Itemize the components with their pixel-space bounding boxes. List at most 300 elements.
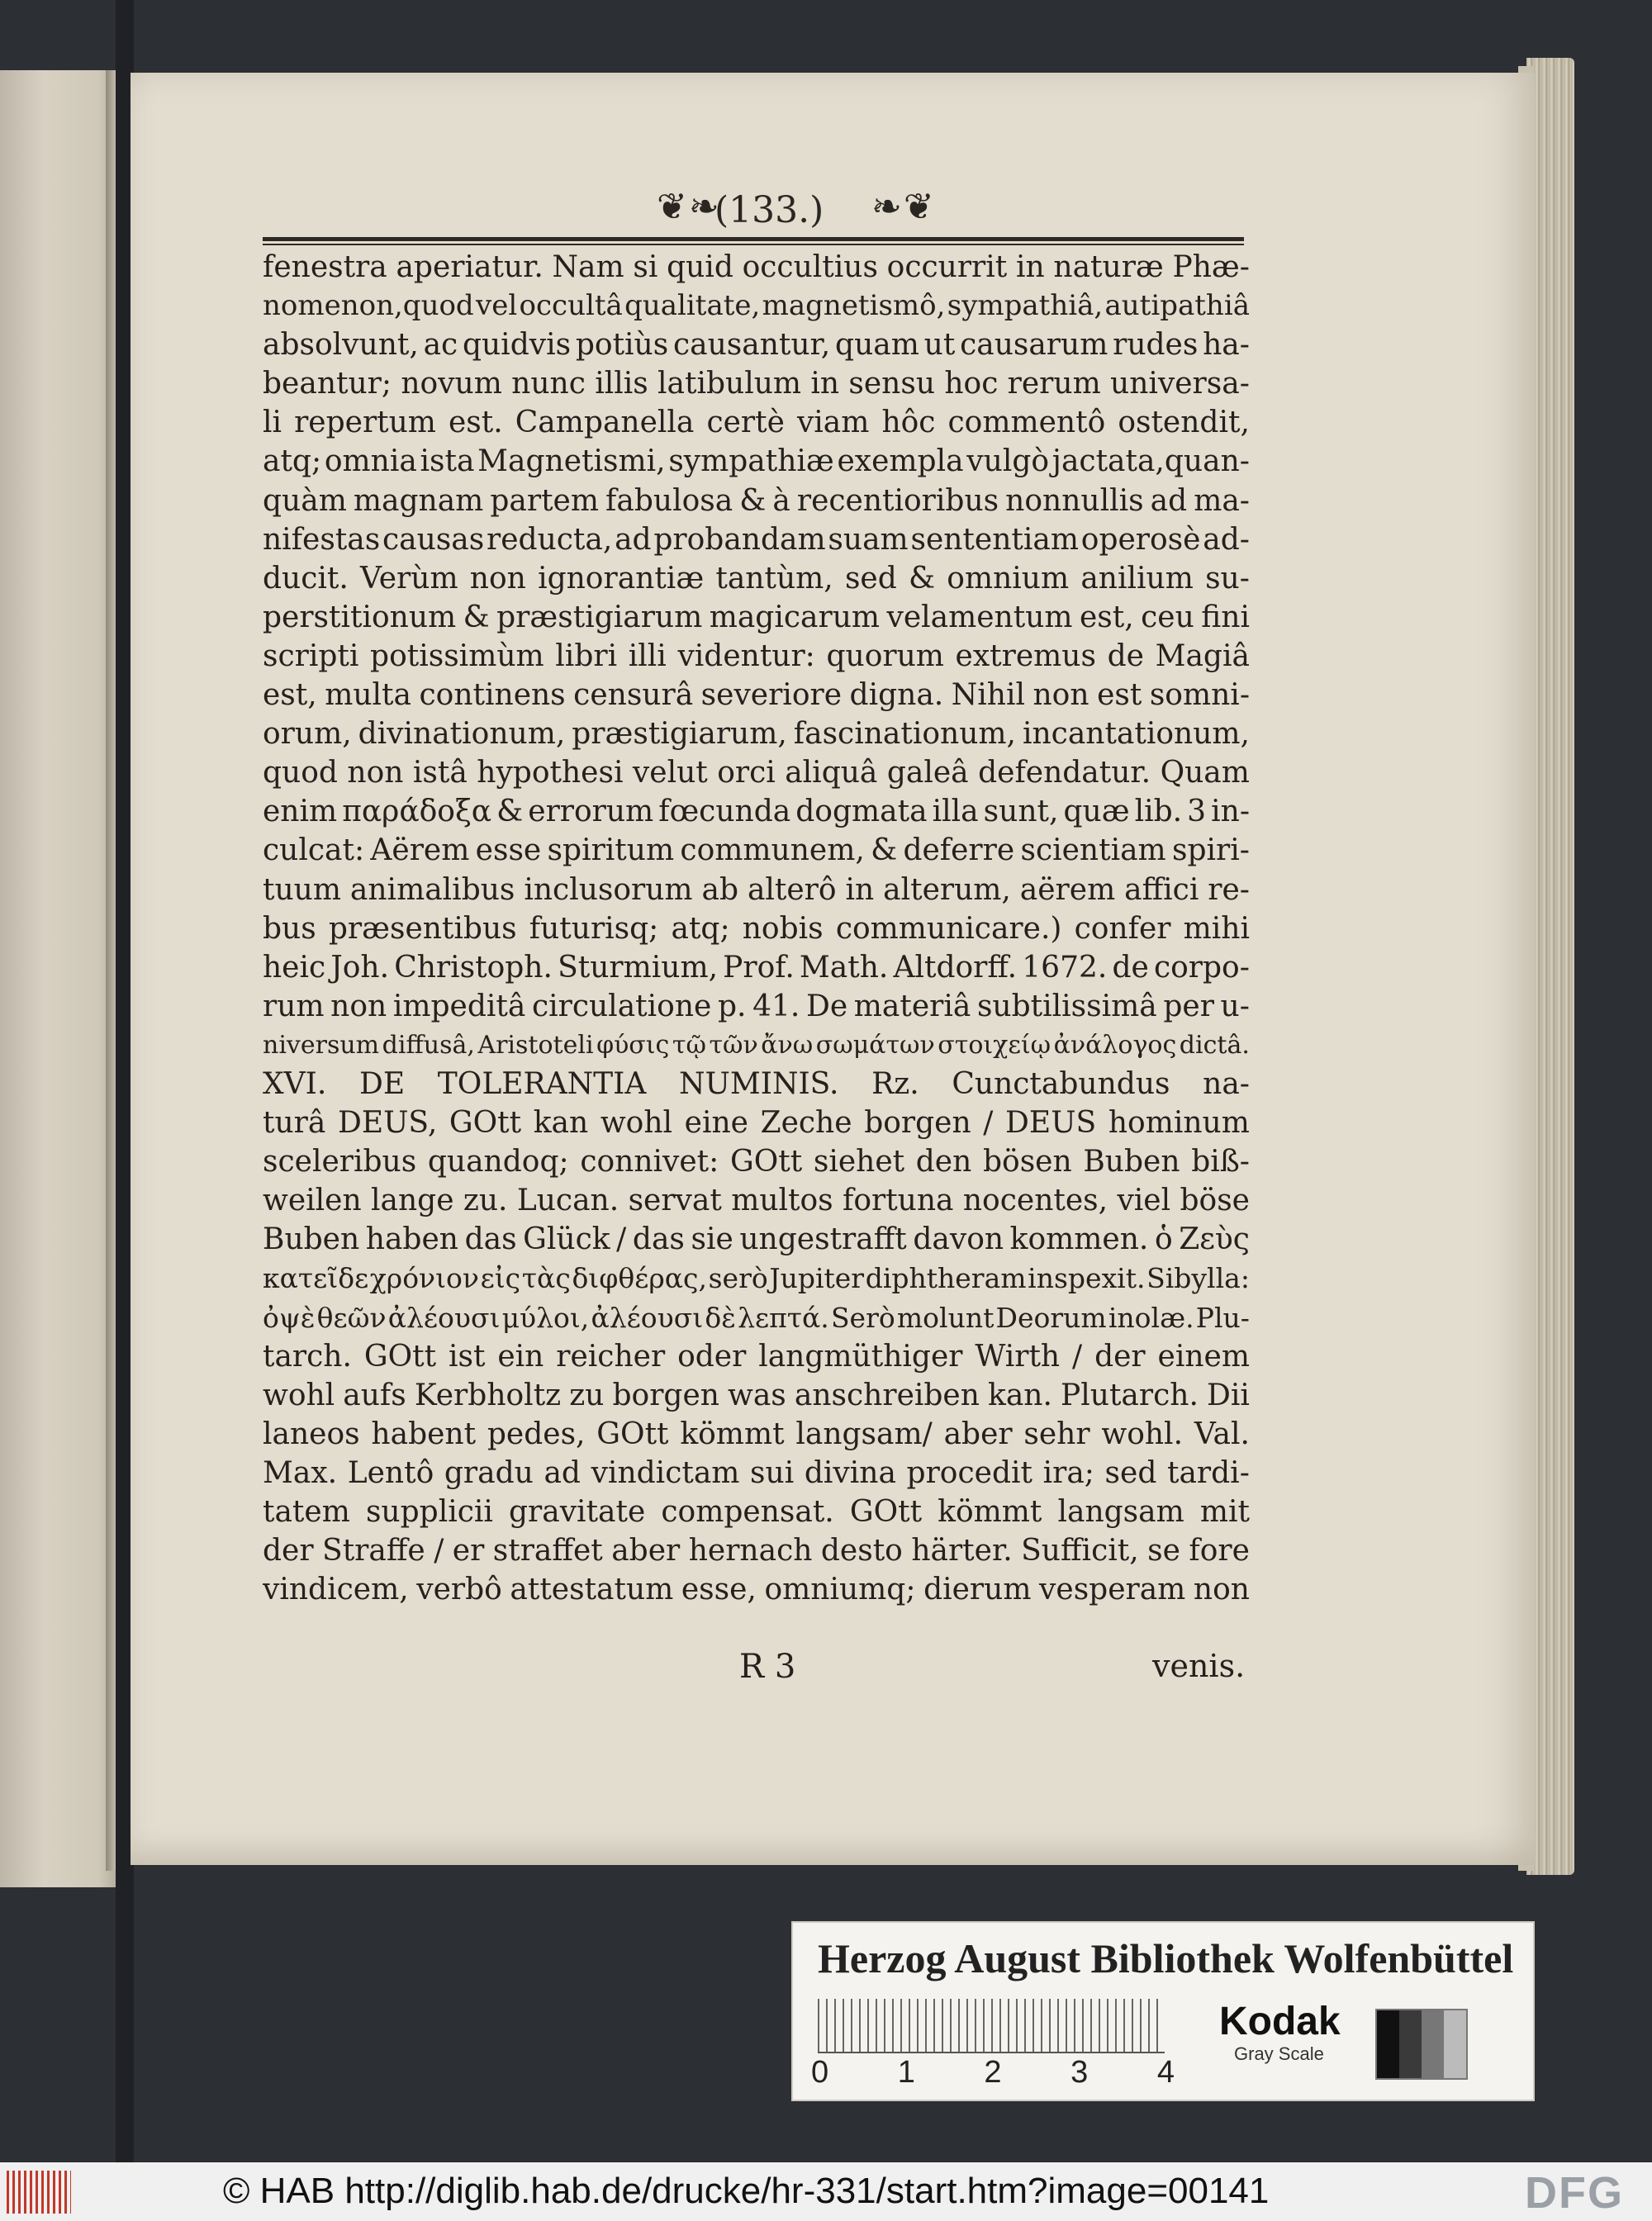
word: communem, xyxy=(680,833,865,868)
word: GOtt xyxy=(449,1106,522,1141)
copyright-link[interactable]: © HAB http://diglib.hab.de/drucke/hr-331/start.htm?image=00141 xyxy=(223,2171,1270,2211)
word: supplicii xyxy=(365,1495,493,1529)
word: tantùm, xyxy=(715,561,833,596)
text-line xyxy=(263,1259,1250,1298)
word: quorum xyxy=(826,638,944,673)
word: langsam xyxy=(1057,1495,1184,1529)
text-line xyxy=(263,364,1250,403)
word: / xyxy=(1072,1339,1083,1374)
word: heic xyxy=(263,950,326,985)
word: ut xyxy=(923,328,956,363)
word: causas xyxy=(382,522,485,557)
word: Altdorff. xyxy=(893,950,1018,985)
library-color-card xyxy=(791,1921,1535,2101)
word: turâ xyxy=(263,1106,326,1141)
text-line xyxy=(263,792,1250,831)
word: tarch. xyxy=(263,1339,352,1374)
gray-scale-patches xyxy=(1375,2009,1468,2080)
word: à xyxy=(772,483,790,518)
word: Wirth xyxy=(975,1339,1061,1374)
word: esse xyxy=(475,833,542,868)
word: aërem xyxy=(1019,872,1116,907)
word: omniumq; xyxy=(764,1573,916,1607)
ruler-number: 3 xyxy=(1070,2055,1089,2090)
word: härter. xyxy=(911,1534,1013,1568)
word: se xyxy=(1147,1534,1180,1568)
word: εἰς xyxy=(480,1262,521,1295)
word: ab xyxy=(701,872,739,907)
word: ὀψὲ xyxy=(263,1301,316,1334)
word: li xyxy=(263,406,282,440)
dfg-logo: DFG xyxy=(1525,2168,1624,2218)
word: autipathiâ xyxy=(1104,289,1250,323)
word: Sibylla: xyxy=(1146,1262,1250,1295)
word: Phæ- xyxy=(1172,250,1250,284)
word: errorum xyxy=(528,795,654,829)
word: χρόνιον xyxy=(369,1262,479,1295)
word: GOtt xyxy=(849,1495,923,1529)
word: circulatione xyxy=(531,989,712,1023)
word: einem xyxy=(1157,1339,1250,1374)
word: hypothesi xyxy=(477,756,624,790)
word: ad xyxy=(1150,483,1188,518)
word: Kerbholtz xyxy=(414,1378,562,1412)
word: alterum, xyxy=(883,872,1011,907)
word: incantationum, xyxy=(1022,717,1250,752)
word: vindicem, xyxy=(263,1573,409,1607)
word: aber xyxy=(943,1417,1013,1451)
word: biß- xyxy=(1191,1145,1250,1179)
text-line xyxy=(263,559,1250,598)
word: sui xyxy=(750,1455,795,1490)
gray-scale-label: Gray Scale xyxy=(1234,2043,1324,2064)
word: qualitate, xyxy=(624,289,761,323)
word: ma- xyxy=(1194,483,1250,518)
word: nomenon,quod xyxy=(263,289,474,323)
word: deferre xyxy=(903,833,1015,868)
text-line xyxy=(263,1065,1250,1103)
word: suam xyxy=(828,522,909,557)
word: kömmt xyxy=(680,1417,785,1451)
word: niversum xyxy=(263,1030,380,1060)
word: 3 xyxy=(1187,795,1207,829)
word: aufs xyxy=(343,1378,406,1412)
word: de xyxy=(1112,950,1149,985)
word: confer xyxy=(1074,911,1171,946)
header-rule-thin xyxy=(263,244,1244,245)
word: Val. xyxy=(1194,1417,1250,1451)
word: culcat: xyxy=(263,833,365,868)
word: corpo- xyxy=(1153,950,1250,985)
word: ad xyxy=(615,522,652,557)
word: attestatum xyxy=(510,1573,674,1607)
word: De xyxy=(805,989,848,1023)
word: wohl xyxy=(263,1378,335,1412)
word: Deorum xyxy=(995,1301,1107,1334)
word: στοιχείῳ xyxy=(938,1030,1051,1060)
word: est, xyxy=(263,678,317,713)
word: & xyxy=(739,483,767,518)
word: recentioribus xyxy=(796,483,999,518)
word: inolæ. xyxy=(1108,1301,1194,1334)
word: ad- xyxy=(1203,522,1250,557)
word: böse xyxy=(1180,1184,1250,1218)
text-line xyxy=(263,948,1250,987)
word: oder xyxy=(677,1339,747,1374)
text-line xyxy=(263,1103,1250,1142)
word: ostendit, xyxy=(1118,406,1250,440)
ruler-number: 4 xyxy=(1156,2055,1175,2090)
word: der xyxy=(1094,1339,1146,1374)
word: p. xyxy=(717,989,747,1023)
word: & xyxy=(871,833,898,868)
word: orum, xyxy=(263,717,352,752)
word: communicare.) xyxy=(835,911,1062,946)
word: Jupiter xyxy=(769,1262,865,1295)
text-line xyxy=(263,1181,1250,1220)
word: præstigiarum xyxy=(496,600,703,634)
text-line xyxy=(263,1298,1250,1337)
word: sententiam xyxy=(910,522,1079,557)
word: su- xyxy=(1205,561,1250,596)
word: extremus xyxy=(955,638,1096,673)
word: exempla xyxy=(837,444,964,479)
word: operosè xyxy=(1080,522,1201,557)
text-line xyxy=(263,482,1250,520)
word: wohl xyxy=(600,1106,673,1141)
word: multa xyxy=(325,678,411,713)
word: perstitionum xyxy=(263,600,457,634)
word: novum xyxy=(401,367,502,401)
word: videntur: xyxy=(677,638,815,673)
word: / xyxy=(983,1106,994,1141)
word: hominum xyxy=(1108,1106,1250,1141)
word: mit xyxy=(1199,1495,1250,1529)
word: hernach xyxy=(688,1534,813,1568)
word: ha- xyxy=(1203,328,1250,363)
word: ἀνάλογος xyxy=(1053,1030,1177,1060)
word: mihi xyxy=(1183,911,1250,946)
word: omnium xyxy=(947,561,1070,596)
text-line xyxy=(263,637,1250,676)
word: weilen xyxy=(263,1184,362,1218)
text-line xyxy=(263,598,1250,637)
word: Magnetismi, xyxy=(477,444,666,479)
word: DEUS xyxy=(1005,1106,1097,1141)
word: diffusâ, xyxy=(382,1030,475,1060)
ruler-scale xyxy=(818,1999,1165,2053)
word: in xyxy=(845,872,875,907)
word: sed xyxy=(844,561,897,596)
text-line xyxy=(263,909,1250,948)
word: was xyxy=(728,1378,786,1412)
word: animalibus xyxy=(349,872,515,907)
word: fore xyxy=(1189,1534,1250,1568)
word: causantur, xyxy=(672,328,831,363)
body-text xyxy=(263,248,1250,1609)
word: sensu xyxy=(848,367,936,401)
word: futurisq; xyxy=(529,911,659,946)
word: kömmt xyxy=(938,1495,1042,1529)
word: continens xyxy=(419,678,566,713)
word: hôc xyxy=(881,406,936,440)
word: anilium xyxy=(1080,561,1194,596)
word: inclusorum xyxy=(524,872,693,907)
word: in xyxy=(810,367,840,401)
word: si xyxy=(633,250,658,284)
word: digna. xyxy=(849,678,944,713)
word: Nam xyxy=(552,250,624,284)
word: Plu- xyxy=(1195,1301,1250,1334)
word: Max. xyxy=(263,1455,338,1490)
word: Buben xyxy=(263,1222,360,1257)
text-line xyxy=(263,1376,1250,1415)
word: fenestra xyxy=(263,250,387,284)
word: inspexit. xyxy=(1028,1262,1146,1295)
word: non xyxy=(1193,1573,1250,1607)
word: ὁ xyxy=(1154,1222,1173,1257)
word: atq; xyxy=(671,911,730,946)
word: DE xyxy=(358,1066,406,1101)
word: sceleribus xyxy=(263,1145,417,1179)
word: multos xyxy=(731,1184,833,1218)
word: probandam xyxy=(653,522,826,557)
ornament-right-icon: ❧❦ xyxy=(871,186,936,228)
word: spiritum xyxy=(547,833,675,868)
word: ungestrafft xyxy=(739,1222,907,1257)
word: enim xyxy=(263,795,338,829)
word: aperiatur. xyxy=(396,250,544,284)
text-line xyxy=(263,1337,1250,1376)
word: straffet xyxy=(492,1534,603,1568)
word: magnetismô, xyxy=(762,289,946,323)
word: Buben xyxy=(1083,1145,1180,1179)
word: sympathiâ, xyxy=(947,289,1104,323)
word: aliquâ xyxy=(785,756,878,790)
word: causarum xyxy=(960,328,1108,363)
word: de xyxy=(1107,638,1144,673)
word: / xyxy=(434,1534,444,1568)
word: der xyxy=(263,1534,314,1568)
word: σωμάτων xyxy=(815,1030,935,1060)
text-line xyxy=(263,871,1250,909)
word: non xyxy=(347,756,404,790)
word: ceu xyxy=(1141,600,1194,634)
word: repertum xyxy=(294,406,436,440)
word: verbô xyxy=(416,1573,502,1607)
word: Math. xyxy=(799,950,889,985)
word: Nihil xyxy=(951,678,1025,713)
word: rerum xyxy=(1007,367,1101,401)
word: & xyxy=(909,561,936,596)
word: libri xyxy=(555,638,618,673)
word: Quam xyxy=(1160,756,1250,790)
word: vindictam xyxy=(591,1455,740,1490)
word: non xyxy=(330,989,387,1023)
word: fortuna xyxy=(843,1184,954,1218)
word: Plutarch. xyxy=(1061,1378,1199,1412)
word: ist xyxy=(448,1339,486,1374)
word: kommen. xyxy=(1009,1222,1149,1257)
word: Straffe xyxy=(322,1534,425,1568)
word: Lentô xyxy=(347,1455,434,1490)
word: occultius xyxy=(742,250,878,284)
word: bus xyxy=(263,911,316,946)
word: non xyxy=(1032,678,1089,713)
word: Campanella xyxy=(515,406,695,440)
word: / xyxy=(616,1222,627,1257)
text-line xyxy=(263,1493,1250,1531)
word: illi xyxy=(628,638,667,673)
word: in- xyxy=(1211,795,1250,829)
word: borgen xyxy=(864,1106,971,1141)
word: quid xyxy=(667,250,733,284)
word: sympathiæ xyxy=(668,444,834,479)
word: 1672. xyxy=(1022,950,1108,985)
word: affici xyxy=(1124,872,1199,907)
word: NUMINIS. xyxy=(679,1066,839,1101)
word: eine xyxy=(684,1106,748,1141)
word: nonnullis xyxy=(1005,483,1144,518)
word: λεπτά. xyxy=(738,1301,829,1334)
word: viel xyxy=(1117,1184,1171,1218)
word: GOtt xyxy=(596,1417,669,1451)
word: rum xyxy=(263,989,325,1023)
word: das xyxy=(632,1222,685,1257)
word: servat xyxy=(628,1184,722,1218)
ruler-number: 2 xyxy=(984,2055,1002,2090)
word: re- xyxy=(1208,872,1250,907)
word: Lucan. xyxy=(516,1184,620,1218)
word: non xyxy=(469,561,526,596)
word: habent xyxy=(371,1417,477,1451)
word: atq; xyxy=(263,444,322,479)
word: Ζεὺς xyxy=(1179,1222,1250,1257)
word: zu. xyxy=(463,1184,508,1218)
word: est, xyxy=(1079,600,1134,634)
word: galeâ xyxy=(886,756,969,790)
word: quidvis xyxy=(462,328,572,363)
word: 41. xyxy=(752,989,800,1023)
word: naturæ xyxy=(1053,250,1164,284)
word: davon xyxy=(913,1222,1004,1257)
ornament-left-icon: ❦❧ xyxy=(657,186,721,228)
word: reicher xyxy=(556,1339,666,1374)
text-line xyxy=(263,1570,1250,1609)
word: μύλοι, xyxy=(501,1301,590,1334)
header-rule xyxy=(263,237,1244,241)
word: præstigiarum, xyxy=(572,717,787,752)
word: Prof. xyxy=(723,950,795,985)
word: kan. xyxy=(988,1378,1052,1412)
word: Verùm xyxy=(360,561,458,596)
word: & xyxy=(496,795,524,829)
word: ira; xyxy=(1042,1455,1094,1490)
word: magicarum xyxy=(709,600,881,634)
kodak-logo: Kodak xyxy=(1219,2000,1341,2043)
word: Joh. xyxy=(330,950,390,985)
word: potiùs xyxy=(575,328,669,363)
word: quàm xyxy=(263,483,347,518)
word: alterô xyxy=(747,872,837,907)
word: langsam/ xyxy=(795,1417,933,1451)
word: subtilissimâ xyxy=(976,989,1157,1023)
word: ad xyxy=(544,1455,581,1490)
word: divinationum, xyxy=(358,717,566,752)
word: fascinationum, xyxy=(793,717,1016,752)
word: Dii xyxy=(1206,1378,1250,1412)
word: beantur; xyxy=(263,367,392,401)
word: Cunctabundus xyxy=(952,1066,1170,1101)
word: serò xyxy=(708,1262,768,1295)
word: sunt, xyxy=(983,795,1059,829)
text-line xyxy=(263,753,1250,792)
word: quod xyxy=(263,756,338,790)
word: lange xyxy=(371,1184,454,1218)
word: na- xyxy=(1203,1066,1250,1101)
text-line xyxy=(263,248,1250,287)
word: κατεῖδε xyxy=(263,1262,369,1295)
word: quam xyxy=(835,328,919,363)
word: sie xyxy=(691,1222,733,1257)
word: τὰς xyxy=(521,1262,571,1295)
text-line xyxy=(263,287,1250,325)
signature-mark: R 3 xyxy=(739,1648,796,1686)
word: DEUS, xyxy=(337,1106,438,1141)
catchword: venis. xyxy=(1152,1648,1246,1684)
word: severiore xyxy=(700,678,843,713)
word: wohl. xyxy=(1101,1417,1184,1451)
word: anschreiben xyxy=(794,1378,980,1412)
word: vulgò xyxy=(966,444,1050,479)
ruler-number: 0 xyxy=(811,2055,829,2090)
word: zu xyxy=(569,1378,605,1412)
text-line xyxy=(263,442,1250,481)
word: quandoq; xyxy=(427,1145,569,1179)
word: Glück xyxy=(523,1222,610,1257)
text-line xyxy=(263,520,1250,559)
word: est xyxy=(1097,678,1142,713)
word: kan xyxy=(533,1106,589,1141)
word: sed xyxy=(1104,1455,1157,1490)
word: u- xyxy=(1220,989,1250,1023)
ruler-numbers xyxy=(811,2055,1175,2090)
word: θεῶν xyxy=(316,1301,387,1334)
page-header xyxy=(260,186,1243,244)
word: laneos xyxy=(263,1417,360,1451)
word: Sufficit, xyxy=(1021,1534,1139,1568)
word: vel xyxy=(476,289,518,323)
word: tuum xyxy=(263,872,341,907)
word: universa- xyxy=(1110,367,1250,401)
word: TOLERANTIA xyxy=(437,1066,647,1101)
word: commentô xyxy=(947,406,1106,440)
word: GOtt xyxy=(363,1339,437,1374)
word: ἀλέουσι xyxy=(591,1301,704,1334)
word: gravitate xyxy=(509,1495,646,1529)
word: orci xyxy=(717,756,776,790)
word: Zeche xyxy=(760,1106,852,1141)
word: er xyxy=(452,1534,485,1568)
word: gradu xyxy=(444,1455,534,1490)
word: rudes xyxy=(1113,328,1199,363)
word: tardi- xyxy=(1167,1455,1250,1490)
text-line xyxy=(263,1415,1250,1454)
word: tatem xyxy=(263,1495,350,1529)
word: divina xyxy=(804,1455,896,1490)
word: reducta, xyxy=(487,522,613,557)
word: ducit. xyxy=(263,561,349,596)
